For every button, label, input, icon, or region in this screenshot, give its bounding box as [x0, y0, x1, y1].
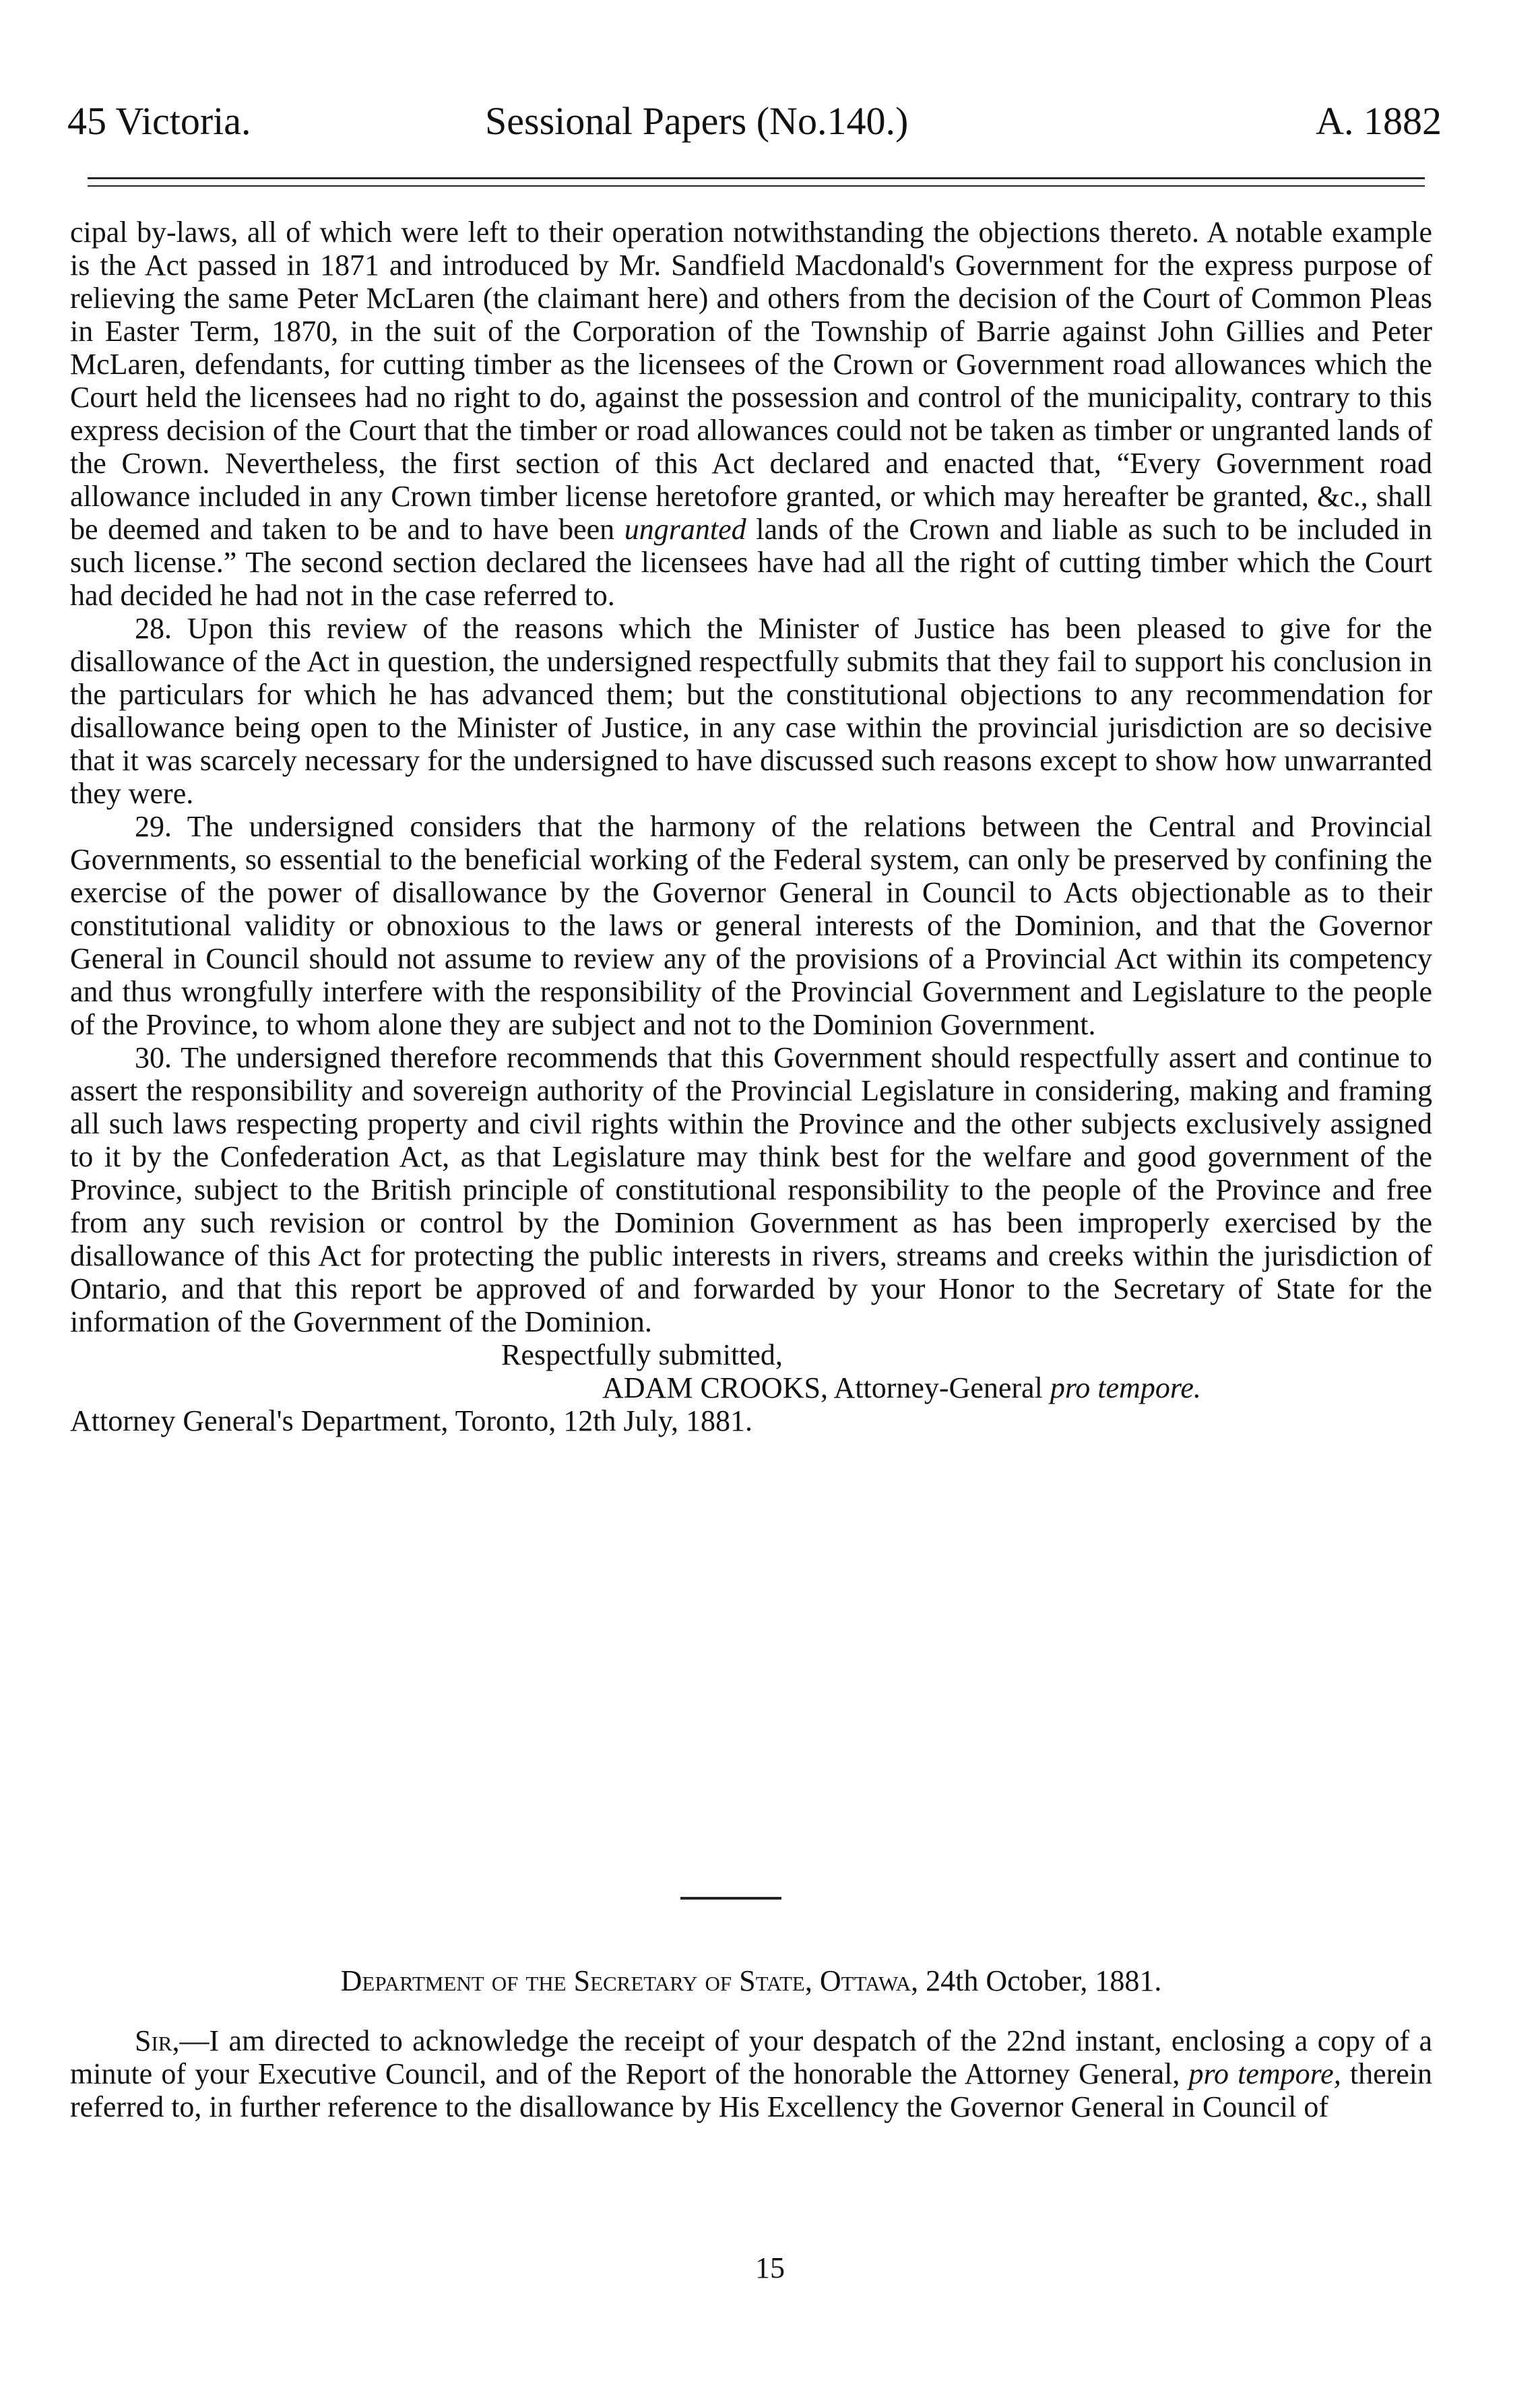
header-volume: 45 Victoria. [67, 99, 251, 143]
paragraph-29: 29. The undersigned considers that the harmony of the relations between the Central and Provincial Governments, so essential to the beneficial working of the Federal system, can only be preserved by confining the exercise of the power of disallowance by the Governor General in Council to Acts objectionable as to their constitutional validity or obnoxious to the laws or general interests of the Dominion, and that the Governor General in Council should not assume to review any of the provisions of a Provincial Act within its competency and thus wrongfully interfere with the responsibility of the Provincial Government and Legislature to the people of the Province, to whom alone they are subject and not to the Dominion Government. [70, 810, 1432, 1041]
signer-italic: pro tempore. [1050, 1371, 1201, 1404]
paragraph-text-tail: lands of the Crown and liable as such to be included in such license.” The second section declared the licensees have had all the right of cutting timber which the Court had decided he had not in the case referred to. [70, 513, 1433, 612]
letter-text-b: therein referred to, in further reference to the disallowance by His Excellency the Governor General in Council of [70, 2057, 1433, 2123]
letter-italic: pro tempore, [1188, 2057, 1341, 2090]
dateline-date: 24th October, 1881. [926, 1964, 1162, 1997]
header-year: A. 1882 [1316, 99, 1442, 143]
letter-body [70, 1964, 1432, 2123]
department-line: Attorney General's Department, Toronto, 12th July, 1881. [70, 1404, 752, 1437]
letter-salutation: Sir, [135, 2024, 180, 2057]
header-title: Sessional Papers (No.140.) [485, 99, 909, 143]
letter-text-a: —I am directed to acknowledge the receipt of your despatch of the 22nd instant, enclosing a copy of a minute of your Executive Council, and of the Report of the honorable the Attorney General, [70, 2024, 1432, 2090]
paragraph-30: 30. The undersigned therefore recommends that this Government should respectfully assert and continue to assert the responsibility and sovereign authority of the Provincial Legislature in considering, making and framing all such laws respecting property and civil rights within the Province and the other subjects exclusively assigned to it by the Confederation Act, as that Legislature may think best for the welfare and good government of the Province, subject to the British principle of constitutional responsibility to the people of the Province and free from any such revision or control by the Dominion Government as has been improperly exercised by the disallowance of this Act for protecting the public interests in rivers, streams and creeks within the jurisdiction of Ontario, and that this report be approved of and forwarded by your Honor to the Secretary of State for the information of the Government of the Dominion. [70, 1041, 1432, 1338]
letter-dateline [70, 1964, 1432, 1997]
paragraph-text: cipal by-laws, all of which were left to their operation notwithstanding the objections thereto. A notable example is the Act passed in 1871 and introduced by Mr. Sandfield Macdonald's Government for the express purpose of relieving the same Peter McLaren (the claimant here) and others from the decision of the Court of Common Pleas in Easter Term, 1870, in the suit of the Corporation of the Township of Barrie against John Gillies and Peter McLaren, defendants, for cutting timber as the licensees of the Crown or Government road allowances which the Court held the licensees had no right to do, against the possession and control of the municipality, contrary to this express decision of the Court that the timber or road allowances could not be taken as timber or ungranted lands of the Crown. Nevertheless, the first section of this Act declared and enacted that, “Every Government road allowance included in any Crown timber license heretofore granted, or which may hereafter be granted, &c., shall be deemed and taken to be and to have been [70, 216, 1432, 546]
dateline-department: Department of the Secretary of State, Ottawa, [340, 1964, 919, 1997]
paragraph-28: 28. Upon this review of the reasons which the Minister of Justice has been pleased to give for the disallowance of the Act in question, the undersigned respectfully submits that they fail to support his conclusion in the particulars for which he has advanced them; but the constitutional objections to any recommendation for disallowance being open to the Minister of Justice, in any case within the provincial jurisdiction are so decisive that it was scarcely necessary for the undersigned to have discussed such reasons except to show how unwarranted they were. [70, 612, 1432, 810]
header-rule-bottom [88, 185, 1425, 187]
signer-name: ADAM CROOKS, Attorney-General [602, 1371, 1043, 1404]
header-rule-top [88, 177, 1425, 179]
report-body [70, 216, 1432, 1437]
running-header [67, 94, 1442, 148]
section-divider [680, 1897, 781, 1900]
closing-line: Respectfully submitted, [501, 1338, 783, 1371]
italic-word: ungranted [624, 513, 746, 546]
letter-paragraph [70, 2024, 1432, 2123]
paragraph-continued [70, 216, 1432, 612]
page-number: 15 [755, 2251, 785, 2284]
signature-line [602, 1371, 1432, 1404]
